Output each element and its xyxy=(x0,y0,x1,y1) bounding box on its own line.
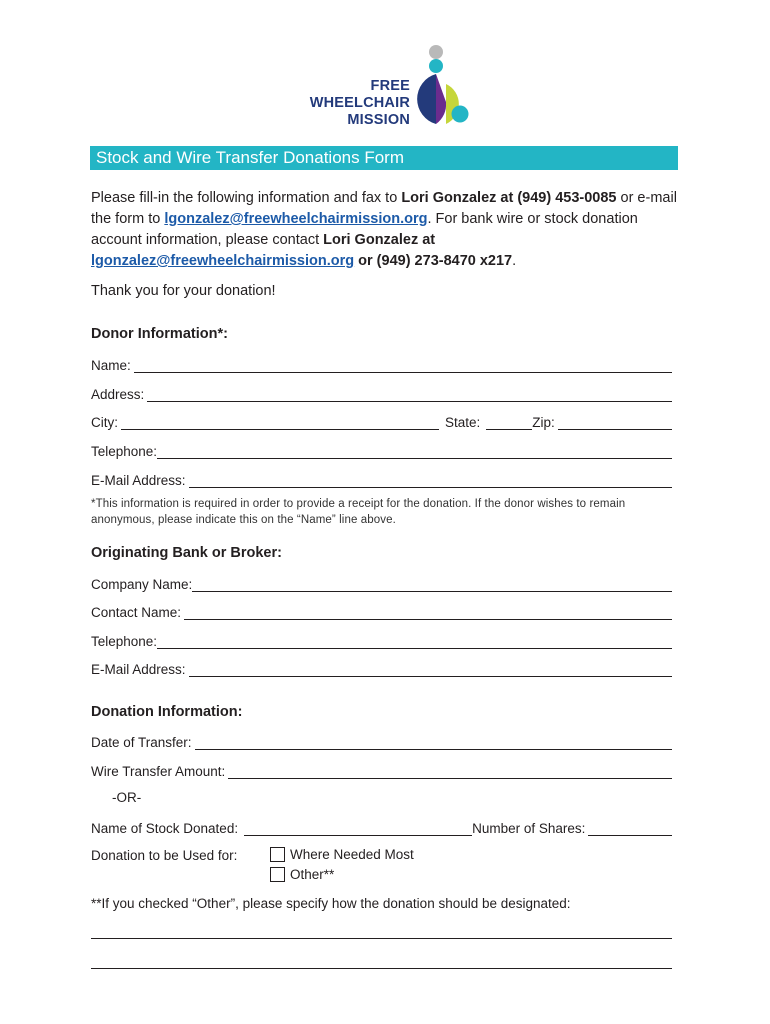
intro-text-3: . For bank wire or stock donation account information, please contact xyxy=(91,211,638,248)
specify-line-1[interactable] xyxy=(91,938,672,939)
donor-state-label: State: xyxy=(445,415,481,430)
other-checkbox[interactable] xyxy=(270,867,285,882)
logo xyxy=(296,44,476,128)
intro-text-1: Please fill-in the following information and fax to xyxy=(91,190,402,206)
donor-city-label: City: xyxy=(91,415,118,430)
logo-line-2: WHEELCHAIR xyxy=(309,95,410,111)
donor-state-field[interactable] xyxy=(486,415,532,430)
amount-field[interactable] xyxy=(228,764,672,779)
date-row xyxy=(91,732,672,750)
stock-field[interactable] xyxy=(244,821,472,836)
logo-mark-icon xyxy=(416,44,476,128)
bank-telephone-label: Telephone: xyxy=(91,634,158,649)
contact-name: Lori Gonzalez at xyxy=(323,232,436,248)
email-link-2[interactable]: lgonzalez@freewheelchairmission.org xyxy=(91,253,355,269)
bank-company-label: Company Name: xyxy=(91,577,193,592)
donor-telephone-row xyxy=(91,441,672,459)
bank-company-field[interactable] xyxy=(192,577,672,592)
email-link-1[interactable]: lgonzalez@freewheelchairmission.org xyxy=(164,211,428,227)
bank-contact-field[interactable] xyxy=(184,605,672,620)
donor-telephone-label: Telephone: xyxy=(91,444,158,459)
logo-line-1: FREE xyxy=(370,78,410,94)
donor-address-row xyxy=(91,384,672,402)
stock-label: Name of Stock Donated: xyxy=(91,821,239,836)
bank-email-label: E-Mail Address: xyxy=(91,662,186,677)
intro-text-2: or e-mail the form to xyxy=(91,190,677,227)
logo-text xyxy=(310,78,410,129)
bank-contact-row xyxy=(91,602,672,620)
bank-email-row xyxy=(91,659,672,677)
use-label: Donation to be Used for: xyxy=(91,848,238,863)
bank-email-field[interactable] xyxy=(189,662,672,677)
thank-you-text: Thank you for your donation! xyxy=(91,283,276,299)
where-needed-checkbox[interactable] xyxy=(270,847,285,862)
bank-heading: Originating Bank or Broker: xyxy=(91,545,282,561)
donation-heading: Donation Information: xyxy=(91,704,243,720)
logo-line-3: MISSION xyxy=(347,112,410,128)
donor-zip-label: Zip: xyxy=(532,415,555,430)
bank-telephone-field[interactable] xyxy=(157,634,672,649)
form-title-banner: Stock and Wire Transfer Donations Form xyxy=(90,146,678,170)
donor-email-row xyxy=(91,470,672,488)
bank-company-row xyxy=(91,574,672,592)
donor-name-row xyxy=(91,355,672,373)
donor-city-field[interactable] xyxy=(121,415,439,430)
specify-line-2[interactable] xyxy=(91,968,672,969)
donor-zip-field[interactable] xyxy=(558,415,672,430)
donor-city-row xyxy=(91,412,672,430)
intro-paragraph xyxy=(91,188,681,272)
donor-name-field[interactable] xyxy=(134,358,672,373)
donor-email-field[interactable] xyxy=(189,473,672,488)
option-where-needed[interactable] xyxy=(270,847,414,862)
shares-label: Number of Shares: xyxy=(472,821,586,836)
donor-note: *This information is required in order to provide a receipt for the donation. If the donor wishes to remain anonymous, please indicate this on the “Name” line above. xyxy=(91,498,626,526)
donor-heading: Donor Information*: xyxy=(91,326,228,342)
fax-contact: Lori Gonzalez at (949) 453-0085 xyxy=(401,190,617,206)
stock-row xyxy=(91,818,672,836)
option-other[interactable] xyxy=(270,867,334,882)
donor-telephone-field[interactable] xyxy=(157,444,672,459)
other-label: Other** xyxy=(290,867,335,882)
bank-telephone-row xyxy=(91,631,672,649)
specify-instructions: **If you checked “Other”, please specify how the donation should be designated: xyxy=(91,896,571,911)
date-field[interactable] xyxy=(195,735,672,750)
donor-name-label: Name: xyxy=(91,358,131,373)
bank-contact-label: Contact Name: xyxy=(91,605,182,620)
amount-label: Wire Transfer Amount: xyxy=(91,764,226,779)
donor-address-field[interactable] xyxy=(147,387,672,402)
shares-field[interactable] xyxy=(588,821,672,836)
amount-row xyxy=(91,761,672,779)
or-separator: -OR- xyxy=(112,790,142,805)
date-label: Date of Transfer: xyxy=(91,735,192,750)
phone-contact: or (949) 273-8470 x217 xyxy=(354,253,513,269)
donor-address-label: Address: xyxy=(91,387,145,402)
intro-text-5: . xyxy=(512,253,517,269)
donor-email-label: E-Mail Address: xyxy=(91,473,186,488)
where-needed-label: Where Needed Most xyxy=(290,847,414,862)
